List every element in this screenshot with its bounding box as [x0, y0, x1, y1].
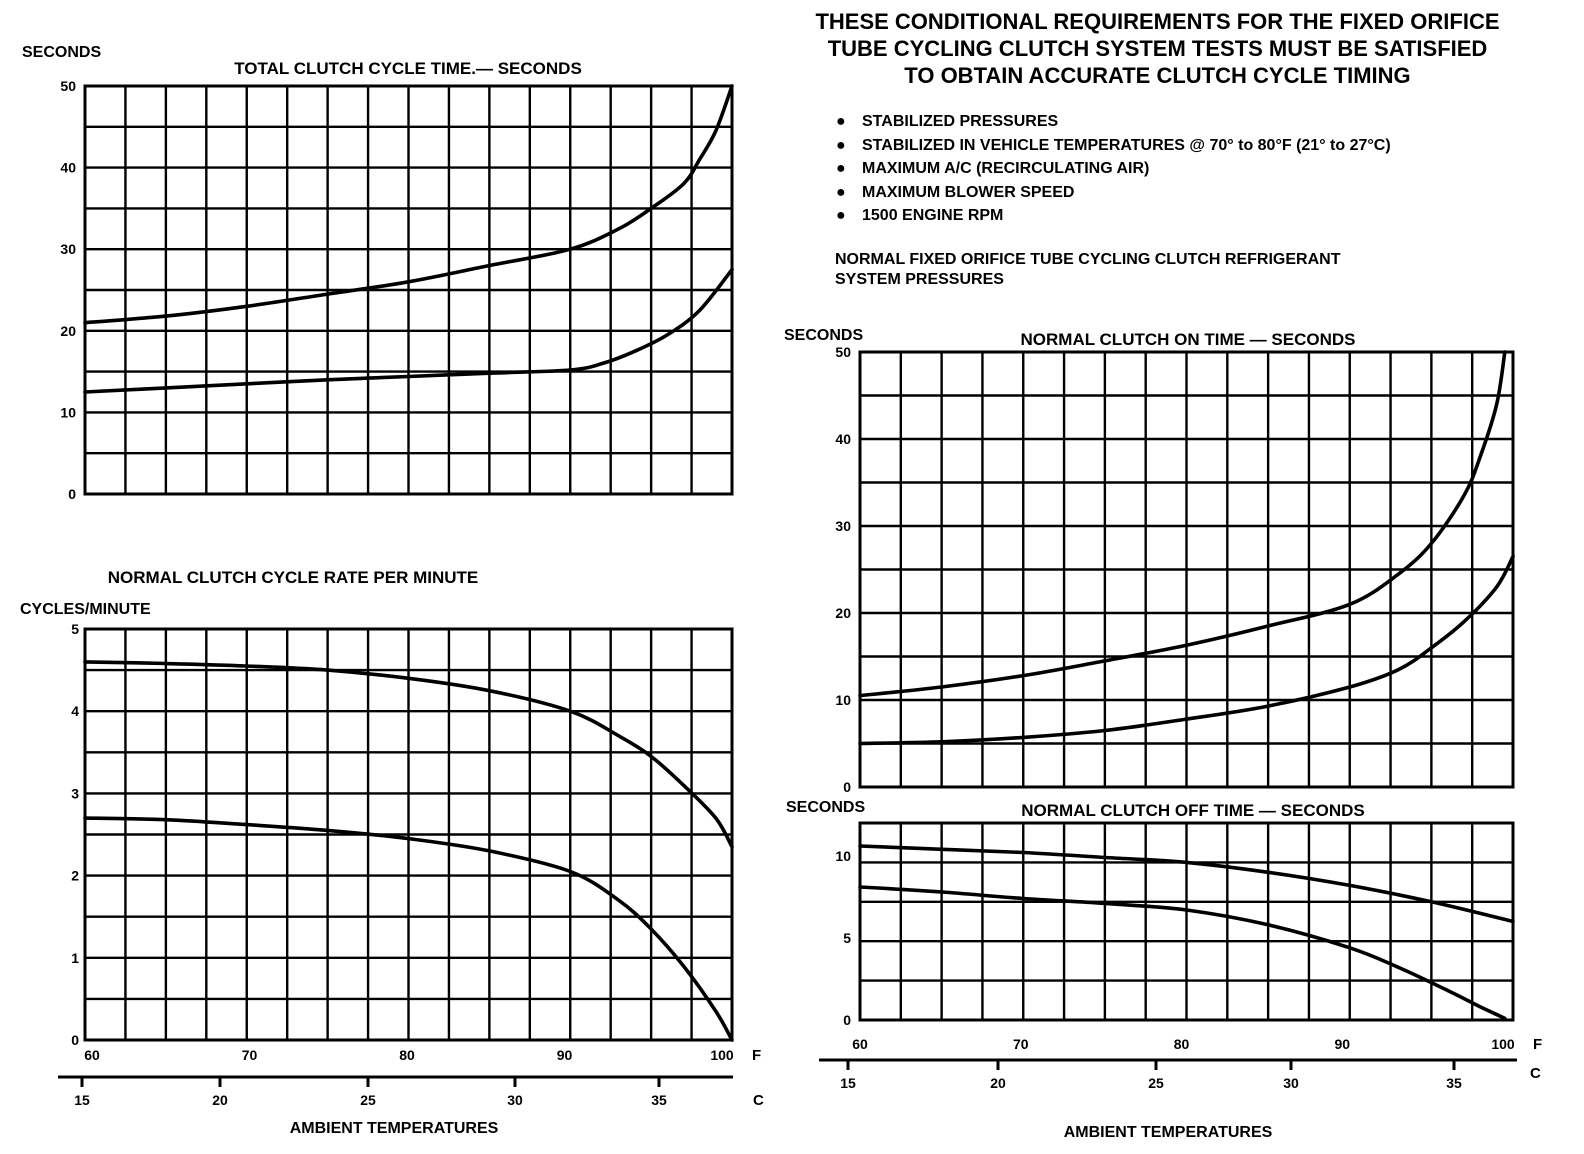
- y-axis-label: CYCLES/MINUTE: [20, 601, 151, 618]
- bullet-icon: ●: [836, 113, 846, 130]
- y-tick-label: 10: [60, 404, 76, 421]
- y-axis-label: SECONDS: [22, 44, 102, 61]
- c-tick-label: 35: [651, 1092, 667, 1108]
- y-tick-label: 5: [71, 621, 79, 637]
- y-tick-label: 40: [60, 159, 76, 176]
- f-tick-label: 80: [1173, 1036, 1190, 1052]
- c-unit-label: C: [753, 1092, 764, 1109]
- c-tick-label: 25: [360, 1092, 376, 1108]
- f-tick-label: 90: [556, 1047, 573, 1063]
- c-tick-label: 15: [840, 1075, 856, 1091]
- x-axis-title: AMBIENT TEMPERATURES: [1063, 1124, 1273, 1141]
- conditions-list: [836, 110, 1391, 228]
- c-tick-label: 35: [1446, 1075, 1462, 1091]
- condition-text: STABILIZED IN VEHICLE TEMPERATURES @ 70° to 80°F (21° to 27°C): [862, 136, 1391, 154]
- f-tick-label: 90: [1334, 1036, 1351, 1052]
- f-unit-label: F: [1533, 1036, 1543, 1053]
- y-tick-label: 0: [71, 1032, 79, 1048]
- pressures-line-1: NORMAL FIXED ORIFICE TUBE CYCLING CLUTCH REFRIGERANT: [835, 251, 1341, 268]
- pressures-line-2: SYSTEM PRESSURES: [835, 271, 1004, 288]
- y-tick-label: 20: [835, 605, 851, 621]
- f-tick-label: 70: [241, 1047, 258, 1063]
- y-tick-label: 0: [843, 1012, 851, 1028]
- series-1-line: [860, 352, 1505, 696]
- y-tick-label: 20: [60, 322, 76, 339]
- c-tick-label: 30: [1283, 1075, 1299, 1091]
- series-2-line: [860, 887, 1505, 1018]
- f-tick-label: 100: [710, 1047, 734, 1063]
- y-tick-label: 30: [60, 241, 76, 258]
- y-tick-label: 10: [835, 847, 851, 864]
- chart-title: TOTAL CLUTCH CYCLE TIME.— SECONDS: [234, 59, 582, 78]
- y-tick-label: 0: [843, 779, 851, 795]
- c-tick-label: 20: [212, 1092, 228, 1108]
- y-tick-label: 50: [835, 344, 851, 360]
- condition-text: STABILIZED PRESSURES: [862, 113, 1059, 130]
- c-tick-label: 20: [990, 1075, 1006, 1091]
- condition-item: [836, 204, 1391, 228]
- bullet-icon: ●: [836, 136, 846, 154]
- y-tick-label: 40: [835, 431, 851, 447]
- condition-item: [836, 157, 1391, 181]
- f-unit-label: F: [752, 1047, 762, 1064]
- f-tick-label: 60: [84, 1047, 100, 1063]
- y-tick-label: 2: [71, 867, 79, 884]
- f-tick-label: 100: [1491, 1036, 1515, 1052]
- f-tick-label: 80: [399, 1047, 415, 1063]
- pressures-note: [835, 250, 1340, 290]
- chart-title: NORMAL CLUTCH CYCLE RATE PER MINUTE: [107, 568, 479, 587]
- c-tick-label: 25: [1148, 1075, 1164, 1091]
- condition-text: MAXIMUM A/C (RECIRCULATING AIR): [862, 160, 1150, 178]
- y-tick-label: 3: [71, 785, 79, 802]
- requirements-heading: [770, 8, 1545, 89]
- condition-item: [836, 110, 1391, 134]
- y-tick-label: 1: [71, 949, 79, 966]
- condition-text: MAXIMUM BLOWER SPEED: [862, 183, 1075, 201]
- chart-title: NORMAL CLUTCH ON TIME — SECONDS: [1020, 330, 1356, 349]
- bullet-icon: ●: [836, 207, 846, 225]
- condition-item: [836, 181, 1391, 205]
- heading-line-2: TUBE CYCLING CLUTCH SYSTEM TESTS MUST BE SATISFIED: [827, 36, 1488, 61]
- chart-title: NORMAL CLUTCH OFF TIME — SECONDS: [1021, 801, 1365, 820]
- y-tick-label: 5: [843, 929, 851, 946]
- c-tick-label: 30: [507, 1092, 523, 1108]
- c-tick-label: 15: [74, 1092, 90, 1108]
- f-tick-label: 60: [852, 1036, 868, 1052]
- condition-item: [836, 134, 1391, 158]
- bullet-icon: ●: [836, 160, 846, 178]
- y-tick-label: 0: [68, 486, 76, 502]
- f-tick-label: 70: [1012, 1036, 1029, 1052]
- heading-line-1: THESE CONDITIONAL REQUIREMENTS FOR THE FIXED ORIFICE: [815, 9, 1500, 34]
- y-tick-label: 4: [71, 703, 79, 720]
- y-tick-label: 30: [835, 518, 851, 534]
- y-tick-label: 50: [60, 78, 76, 94]
- condition-text: 1500 ENGINE RPM: [862, 207, 1004, 225]
- y-axis-label: SECONDS: [784, 327, 864, 344]
- bullet-icon: ●: [836, 183, 846, 201]
- y-axis-label: SECONDS: [786, 799, 866, 816]
- x-axis-title: AMBIENT TEMPERATURES: [289, 1120, 499, 1137]
- c-unit-label: C: [1530, 1065, 1541, 1082]
- y-tick-label: 10: [835, 692, 851, 708]
- heading-line-3: TO OBTAIN ACCURATE CLUTCH CYCLE TIMING: [904, 63, 1411, 88]
